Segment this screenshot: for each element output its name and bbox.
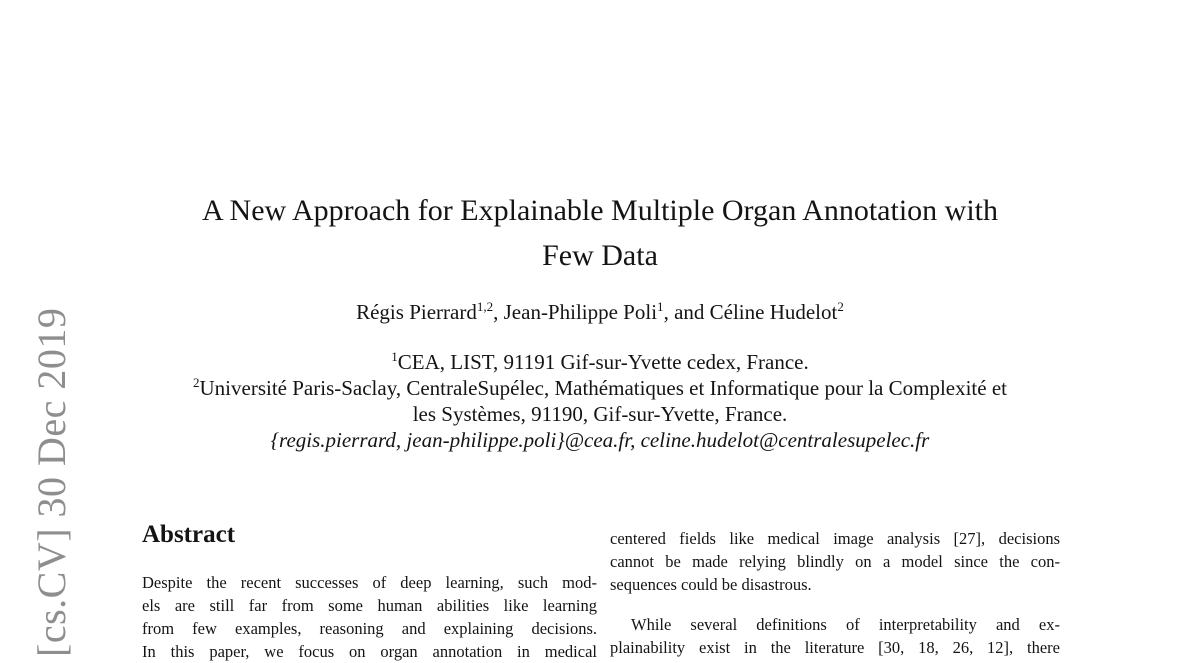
- text-line: plainability exist in the literature [30, 18, 26, 12], there: [610, 638, 1060, 657]
- text-line: In this paper, we focus on organ annotation in medical: [142, 642, 597, 661]
- right-column: [610, 527, 1060, 657]
- author-emails: {regis.pierrard, jean-philippe.poli}@cea.fr, celine.hudelot@centralesupelec.fr: [270, 428, 930, 452]
- affiliations-block: [0, 349, 1200, 453]
- text-line: cannot be made relying blindly on a model since the con-: [610, 552, 1060, 571]
- text-line: from few examples, reasoning and explaining decisions.: [142, 619, 597, 638]
- paper-title-line2: Few Data: [542, 239, 658, 272]
- text-line: centered fields like medical image analysis [27], decisions: [610, 529, 1060, 548]
- arxiv-category-watermark: [cs.CV] 30 Dec 2019: [29, 307, 74, 657]
- text-line: sequences could be disastrous.: [610, 575, 812, 594]
- abstract-paragraph: [142, 571, 597, 663]
- paper-title: [0, 188, 1200, 278]
- abstract-heading: Abstract: [142, 521, 236, 548]
- text-line: Despite the recent successes of deep learning, such mod-: [142, 573, 597, 592]
- left-column: [142, 520, 597, 661]
- text-line: While several definitions of interpretability and ex-: [631, 615, 1060, 634]
- affiliation-2-continued: les Systèmes, 91190, Gif-sur-Yvette, France.: [412, 402, 788, 426]
- text-line: els are still far from some human abilities like learning: [142, 596, 597, 615]
- affiliation-1: $^1$CEA, LIST, 91191 Gif-sur-Yvette cedex, France.: [391, 349, 809, 374]
- paper-title-line1: A New Approach for Explainable Multiple Organ Annotation with: [202, 194, 998, 227]
- affiliation-2: $^2$Université Paris-Saclay, CentraleSupélec, Mathématiques et Informatique pour la Complexité et: [193, 375, 1007, 400]
- right-column-paragraph-2: [610, 613, 1060, 659]
- right-column-paragraph-1: [610, 527, 1060, 596]
- authors-line: Régis Pierrard$^{1,2}$, Jean-Philippe Poli$^1$, and Céline Hudelot$^2$: [356, 299, 844, 324]
